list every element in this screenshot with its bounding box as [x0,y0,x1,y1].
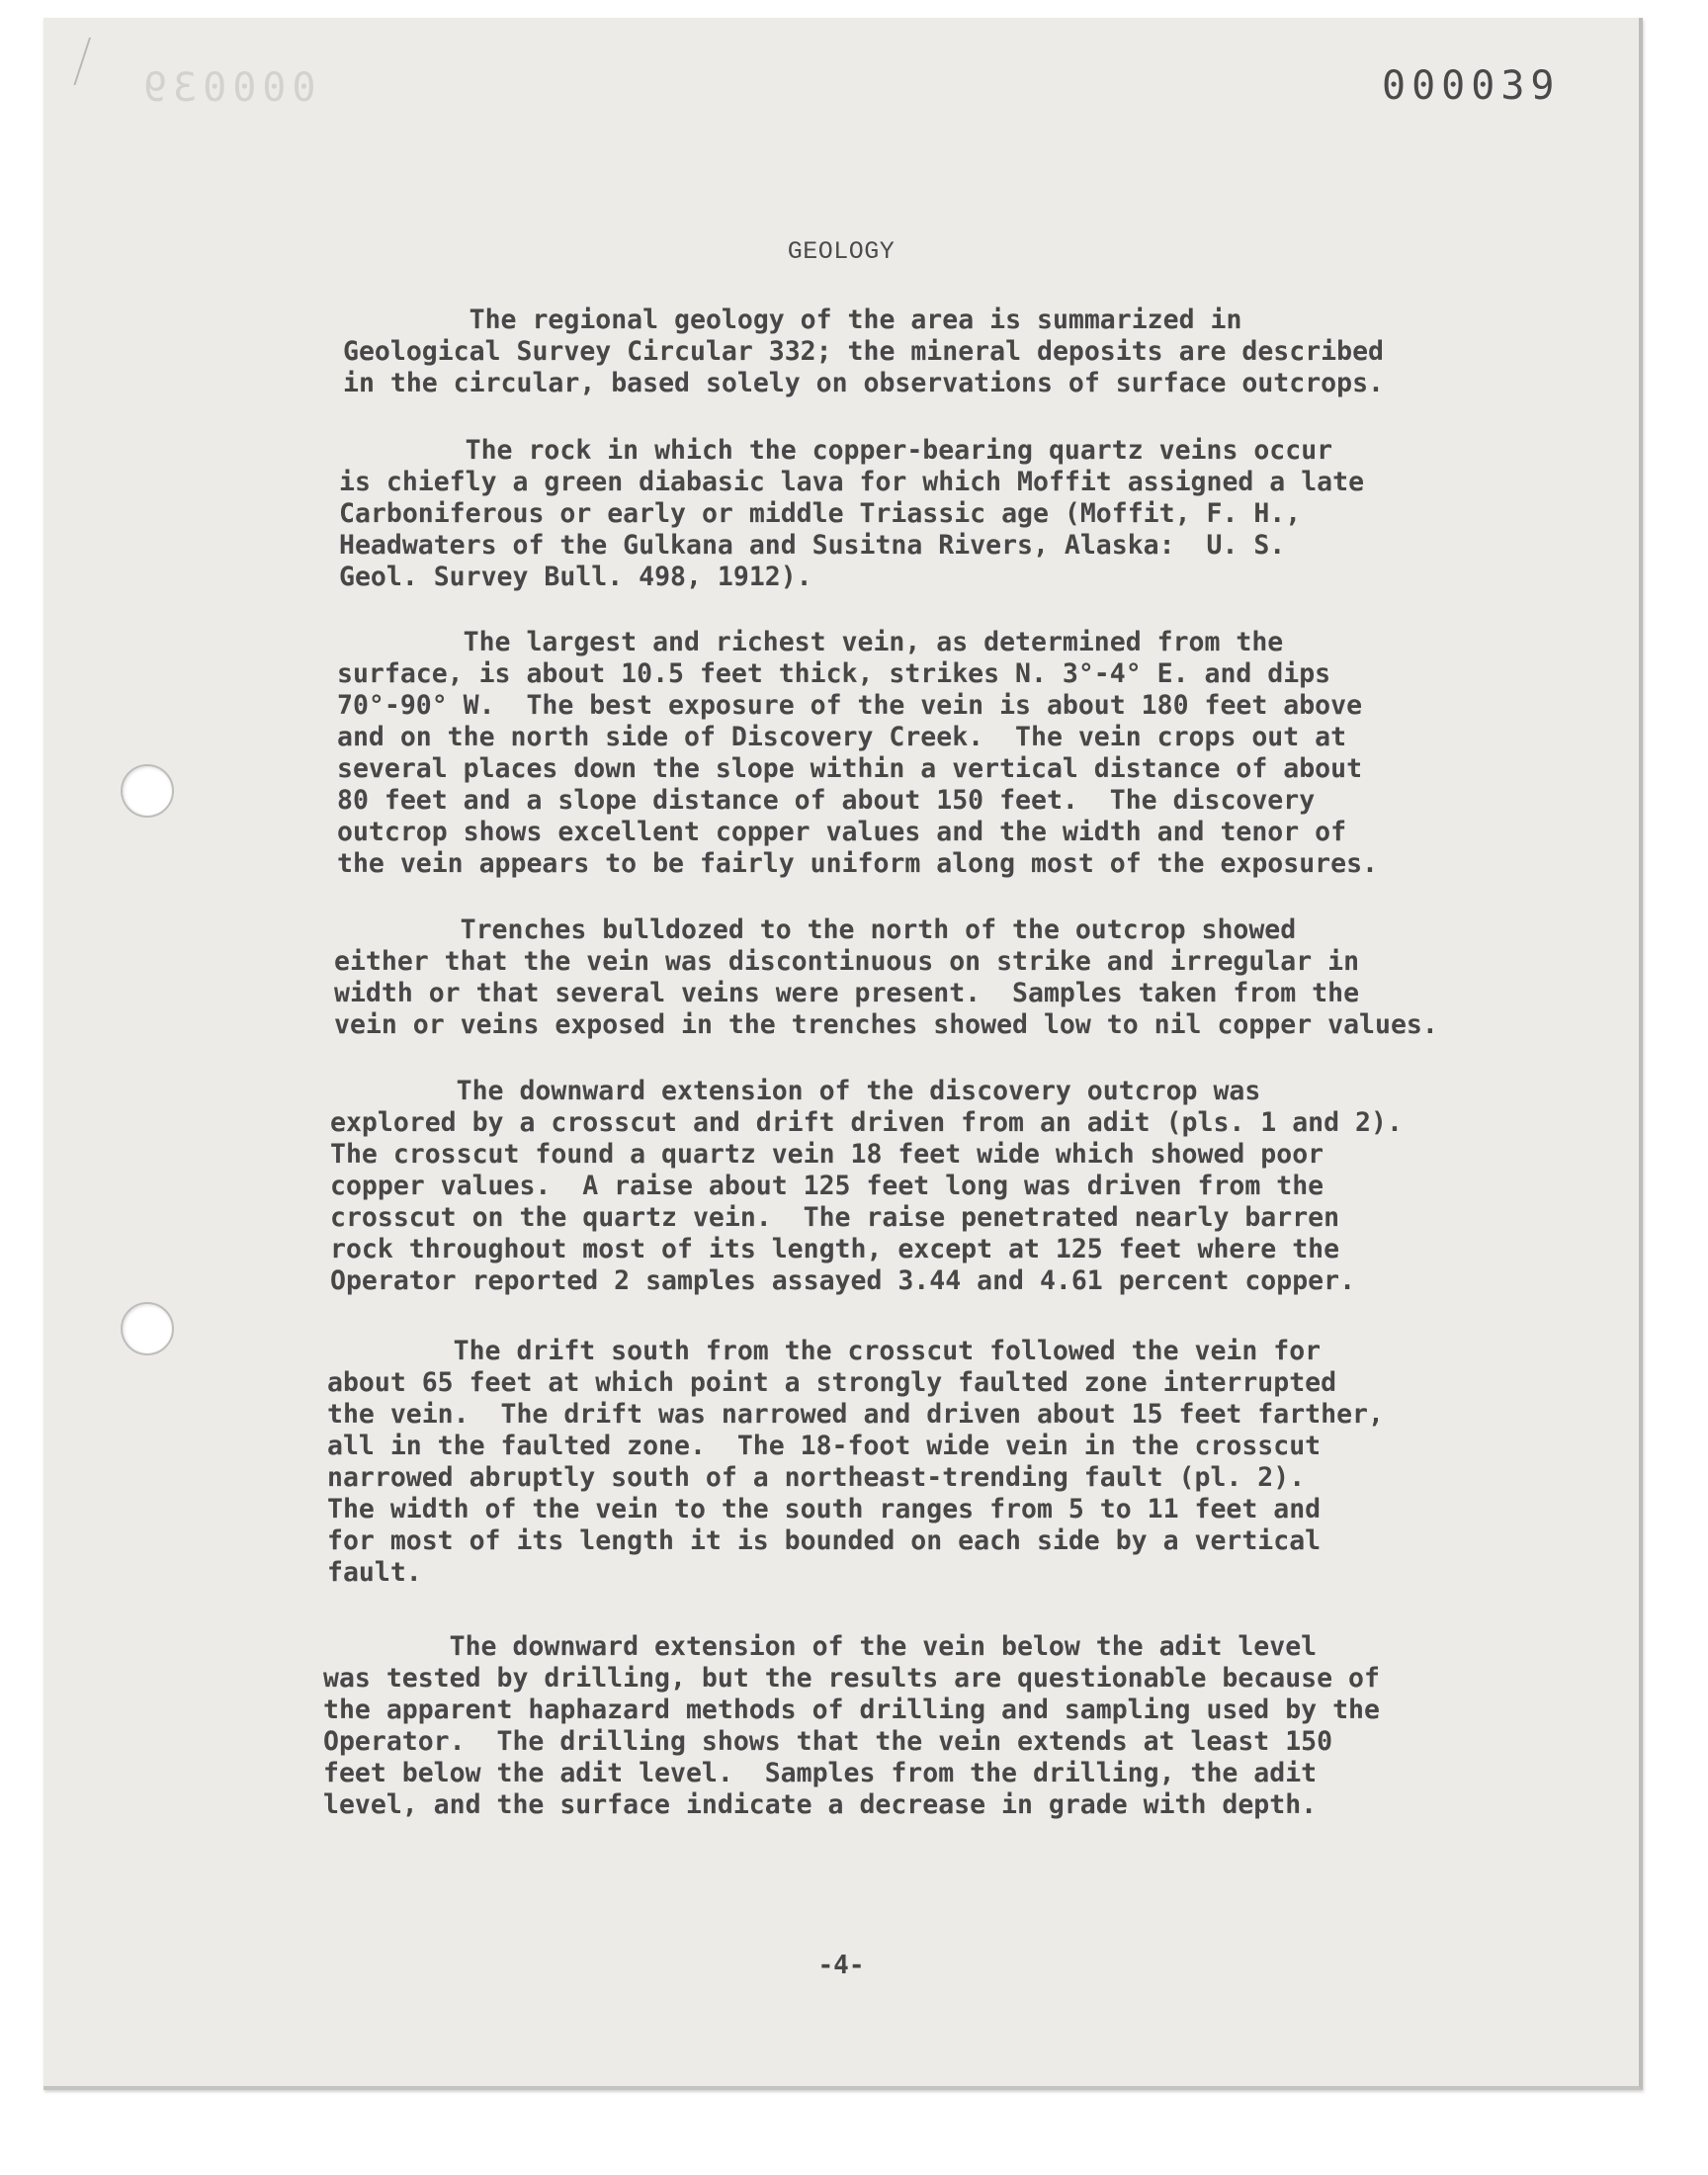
text-line: width or that several veins were present. Samples taken from the [334,978,1360,1008]
text-line: The rock in which the copper-bearing quartz veins occur [339,435,1333,466]
text-line: in the circular, based solely on observations of surface outcrops. [343,368,1384,398]
text-line: The crosscut found a quartz vein 18 feet wide which showed poor [330,1139,1324,1170]
text-line: The regional geology of the area is summarized in [343,304,1242,335]
text-line: The drift south from the crosscut followed the vein for [327,1336,1322,1366]
document-page [43,18,1643,2090]
page-number: -4- [817,1951,865,1980]
text-line: the apparent haphazard methods of drilling and sampling used by the [323,1695,1380,1725]
bleed-through-number: 000039 [137,65,316,111]
text-line: was tested by drilling, but the results are questionable because of [323,1663,1380,1694]
text-line: the vein. The drift was narrowed and driven about 15 feet farther, [327,1399,1384,1430]
text-line: Geological Survey Circular 332; the mineral deposits are described [343,336,1384,367]
text-line: several places down the slope within a vertical distance of about [337,753,1363,784]
text-line: vein or veins exposed in the trenches showed low to nil copper values. [334,1009,1438,1040]
text-line: outcrop shows excellent copper values and the width and tenor of [337,817,1347,847]
text-line: fault. [327,1557,422,1588]
text-line: Operator. The drilling shows that the vein extends at least 150 [323,1726,1333,1757]
text-line: for most of its length it is bounded on each side by a vertical [327,1525,1322,1556]
text-line: Trenches bulldozed to the north of the outcrop showed [334,914,1297,945]
text-line: Carboniferous or early or middle Triassic age (Moffit, F. H., [339,498,1302,529]
paragraph-trenches [334,914,1438,1041]
paragraph-host-rock [339,435,1364,593]
text-line: Operator reported 2 samples assayed 3.44 and 4.61 percent copper. [330,1265,1356,1296]
text-line: The downward extension of the vein below the adit level [323,1631,1318,1662]
text-line: level, and the surface indicate a decrease in grade with depth. [323,1789,1318,1820]
paragraph-drift-south [327,1336,1384,1589]
text-line: all in the faulted zone. The 18-foot wide vein in the crosscut [327,1431,1322,1461]
paragraph-largest-vein [337,627,1378,880]
text-line: Headwaters of the Gulkana and Susitna Rivers, Alaska: U. S. [339,530,1286,561]
text-line: Geol. Survey Bull. 498, 1912). [339,562,812,592]
paragraph-crosscut-drift [330,1076,1403,1297]
text-line: either that the vein was discontinuous on strike and irregular in [334,946,1360,977]
text-line: and on the north side of Discovery Creek. The vein crops out at [337,722,1347,752]
text-line: 70°-90° W. The best exposure of the vein is about 180 feet above [337,690,1363,721]
punch-hole-lower [121,1302,174,1355]
text-line: is chiefly a green diabasic lava for which Moffit assigned a late [339,467,1365,497]
paragraph-drilling [323,1631,1380,1821]
text-line: the vein appears to be fairly uniform along most of the exposures. [337,848,1378,879]
text-line: The downward extension of the discovery outcrop was [330,1076,1261,1106]
text-line: explored by a crosscut and drift driven from an adit (pls. 1 and 2). [330,1107,1403,1138]
text-line: copper values. A raise about 125 feet long was driven from the [330,1171,1324,1201]
page-fold-mark [73,38,107,85]
text-line: narrowed abruptly south of a northeast-trending fault (pl. 2). [327,1462,1306,1493]
text-line: about 65 feet at which point a strongly faulted zone interrupted [327,1367,1337,1398]
text-line: 80 feet and a slope distance of about 150 feet. The discovery [337,785,1316,816]
document-number: 000039 [1382,63,1561,109]
punch-hole-upper [121,764,174,818]
section-heading: GEOLOGY [787,237,896,266]
paragraph-regional-geology [343,304,1384,399]
text-line: The largest and richest vein, as determined from the [337,627,1284,657]
text-line: rock throughout most of its length, except at 125 feet where the [330,1234,1340,1264]
text-line: crosscut on the quartz vein. The raise penetrated nearly barren [330,1202,1340,1233]
text-line: surface, is about 10.5 feet thick, strikes N. 3°-4° E. and dips [337,658,1331,689]
text-line: The width of the vein to the south ranges from 5 to 11 feet and [327,1494,1322,1524]
text-line: feet below the adit level. Samples from the drilling, the adit [323,1758,1318,1788]
